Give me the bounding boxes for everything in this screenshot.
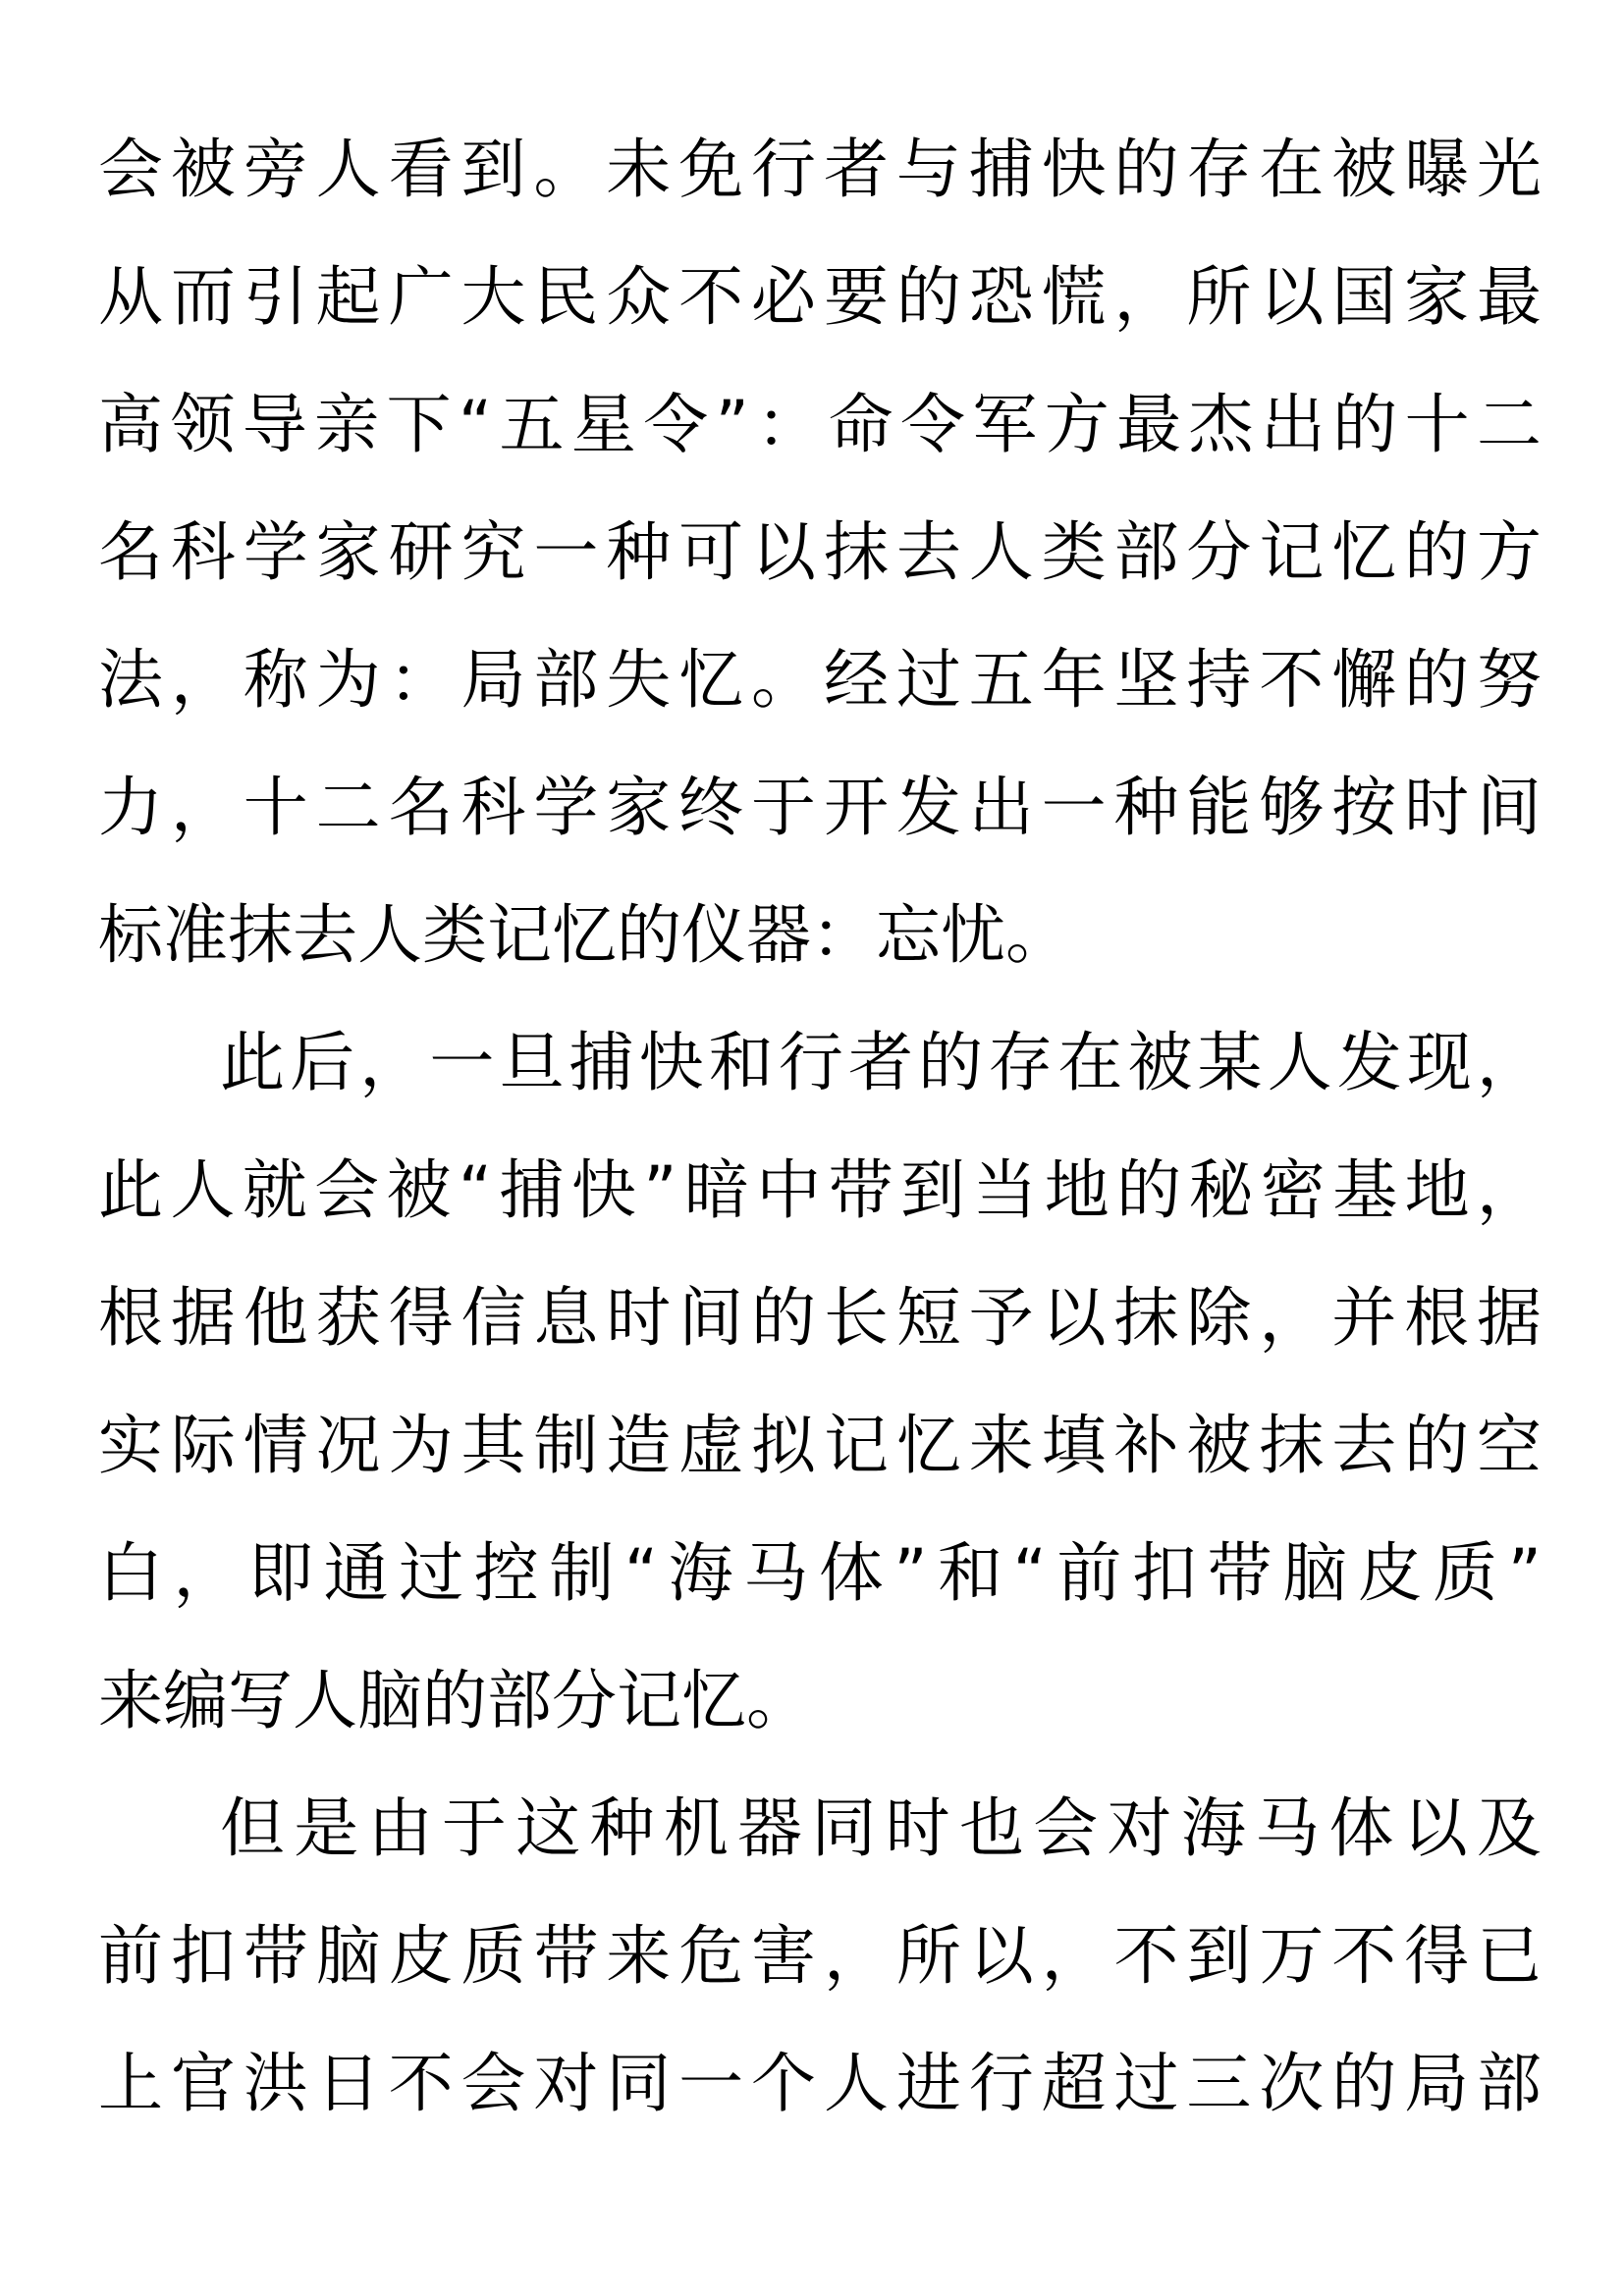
text-line: 上官洪日不会对同一个人进行超过三次的局部 (98, 2046, 1542, 2121)
text-line: 此人就会被“捕快”暗中带到当地的秘密基地， (98, 1152, 1542, 1228)
text-line: 实际情况为其制造虚拟记忆来填补被抹去的空 (98, 1408, 1542, 1483)
text-line: 白，即通过控制“海马体”和“前扣带脑皮质” (98, 1535, 1542, 1611)
text-line: 高领导亲下“五星令”：命令军方最杰出的十二 (98, 387, 1542, 462)
paragraph-start-line: 但是由于这种机器同时也会对海马体以及 (220, 1790, 1542, 1866)
paragraph-end-line: 来编写人脑的部分记忆。 (98, 1663, 811, 1738)
text-line: 力，十二名科学家终于开发出一种能够按时间 (98, 770, 1542, 845)
body-text (98, 106, 1542, 2148)
paragraph-end-line: 标准抹去人类记忆的仪器：忘忧。 (98, 897, 1070, 973)
text-line: 法，称为：局部失忆。经过五年坚持不懈的努 (98, 642, 1542, 718)
paragraph-start-line: 此后，一旦捕快和行者的存在被某人发现， (220, 1025, 1542, 1100)
text-line: 前扣带脑皮质带来危害，所以，不到万不得已 (98, 1918, 1542, 1994)
text-line: 会被旁人看到。未免行者与捕快的存在被曝光 (98, 132, 1542, 207)
text-line: 根据他获得信息时间的长短予以抹除，并根据 (98, 1280, 1542, 1356)
text-line: 名科学家研究一种可以抹去人类部分记忆的方 (98, 514, 1542, 590)
text-line: 从而引起广大民众不必要的恐慌，所以国家最 (98, 259, 1542, 335)
